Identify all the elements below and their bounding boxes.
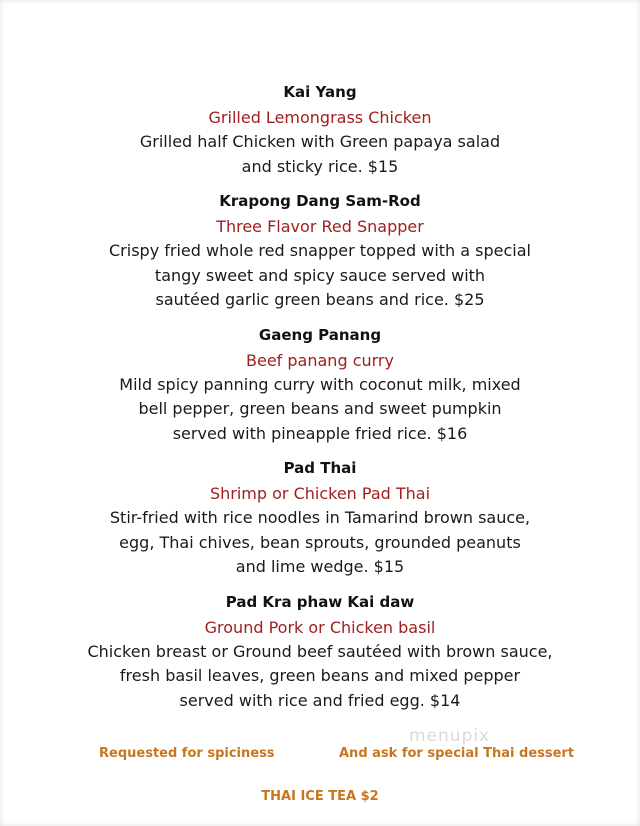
menu-item-name: Pad Thai: [283, 459, 357, 477]
description-line: and lime wedge. $15: [235, 557, 405, 576]
menu-item-description: [0, 373, 640, 447]
menu-item-subtitle: Beef panang curry: [246, 350, 394, 370]
menu-item-name: Pad Kra phaw Kai daw: [225, 592, 415, 611]
menu-item-description: [0, 130, 640, 179]
spiciness-note: Requested for spiciness: [99, 746, 275, 761]
menu-item: [0, 323, 640, 447]
menu-item-name: Krapong Dang Sam-Rod: [219, 192, 421, 210]
description-line: Crispy fried whole red snapper topped with a special: [109, 241, 531, 260]
menu-item-subtitle: Grilled Lemongrass Chicken: [208, 108, 432, 127]
description-line: Stir-fried with rice noodles in Tamarind brown sauce,: [109, 508, 531, 527]
description-line: Mild spicy panning curry with coconut milk, mixed: [119, 374, 521, 394]
menu-list: [0, 80, 640, 723]
menu-item: [0, 456, 640, 580]
menu-item-description: [0, 640, 640, 714]
description-line: Chicken breast or Ground beef sautéed with brown sauce,: [87, 641, 553, 661]
description-line: served with rice and fried egg. $14: [179, 690, 461, 710]
description-line: tangy sweet and spicy sauce served with: [154, 265, 486, 285]
menu-item-subtitle: Shrimp or Chicken Pad Thai: [209, 484, 431, 503]
menu-item: [0, 590, 640, 714]
description-line: egg, Thai chives, bean sprouts, grounded peanuts: [119, 532, 521, 552]
description-line: served with pineapple fried rice. $16: [172, 423, 468, 443]
menu-item-name: Gaeng Panang: [258, 325, 382, 344]
dessert-note: And ask for special Thai dessert: [339, 746, 575, 761]
watermark-logo: menupix: [409, 726, 491, 746]
menu-item-description: [0, 239, 640, 313]
menu-item-subtitle: Three Flavor Red Snapper: [216, 217, 424, 236]
menu-item-description: [0, 506, 640, 580]
thai-ice-tea-price: THAI ICE TEA $2: [261, 789, 379, 804]
description-line: and sticky rice. $15: [241, 156, 399, 176]
menu-item: [0, 189, 640, 313]
description-line: Grilled half Chicken with Green papaya salad: [139, 132, 501, 151]
description-line: bell pepper, green beans and sweet pumpkin: [138, 399, 502, 418]
menu-item: [0, 80, 640, 179]
description-line: sautéed garlic green beans and rice. $25: [155, 290, 485, 309]
description-line: fresh basil leaves, green beans and mixed pepper: [119, 666, 521, 685]
menu-item-subtitle: Ground Pork or Chicken basil: [204, 617, 436, 637]
menu-item-name: Kai Yang: [283, 83, 357, 101]
